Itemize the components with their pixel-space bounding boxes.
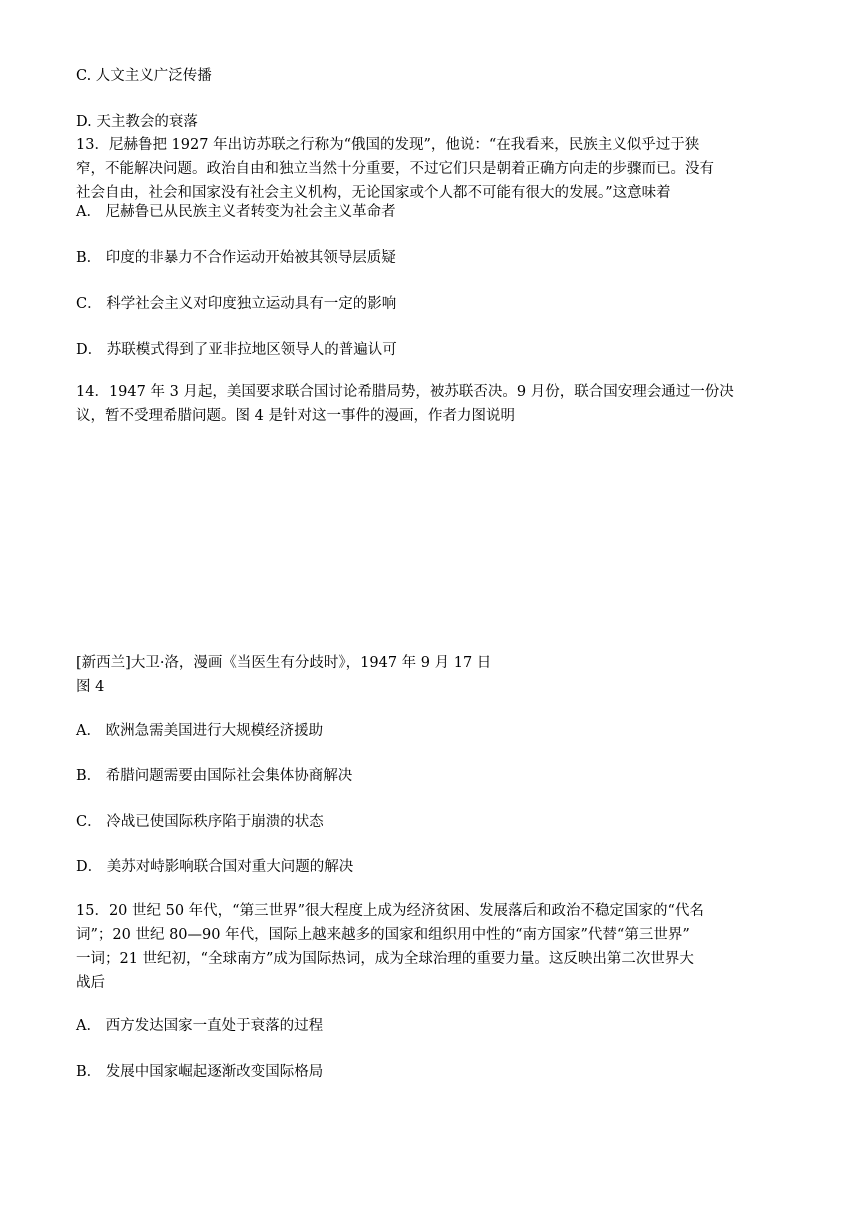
q14-figure-label: 图 4: [76, 679, 105, 695]
q14-stem-line: 议，暂不受理希腊问题。图 4 是针对这一事件的漫画，作者力图说明: [76, 408, 515, 424]
q15-stem-line: 词”；20 世纪 80—90 年代，国际上越来越多的国家和组织用中性的“南方国家”代替“第三世界”: [76, 927, 690, 943]
q13-stem-line: 13．尼赫鲁把 1927 年出访苏联之行称为“俄国的发现”，他说：“在我看来，民族主义似乎过于狭: [76, 137, 700, 153]
q15-option-a: A． 西方发达国家一直处于衰落的过程: [76, 1018, 324, 1034]
q14-figure-caption: [新西兰]大卫·洛，漫画《当医生有分歧时》，1947 年 9 月 17 日: [76, 655, 492, 671]
q15-stem-line: 15．20 世纪 50 年代，“第三世界”很大程度上成为经济贫困、发展落后和政治不稳定国家的“代名: [76, 903, 704, 919]
q14-stem-line: 14．1947 年 3 月起，美国要求联合国讨论希腊局势，被苏联否决。9 月份，联合国安理会通过一份决: [76, 384, 734, 400]
q14-option-a: A． 欧洲急需美国进行大规模经济援助: [76, 723, 324, 739]
q14-figure-placeholder: [76, 430, 784, 645]
q14-option-c: C． 冷战已使国际秩序陷于崩溃的状态: [76, 814, 324, 830]
q13-option-c: C． 科学社会主义对印度独立运动具有一定的影响: [76, 296, 397, 312]
q15-stem: [76, 899, 784, 995]
q14-option-d: D． 美苏对峙影响联合国对重大问题的解决: [76, 859, 354, 875]
q13-option-d: D． 苏联模式得到了亚非拉地区领导人的普遍认可: [76, 342, 397, 358]
q13-option-b: B． 印度的非暴力不合作运动开始被其领导层质疑: [76, 250, 396, 266]
q12-option-c: C. 人文主义广泛传播: [76, 68, 212, 84]
q13-stem-line: 窄，不能解决问题。政治自由和独立当然十分重要，不过它们只是朝着正确方向走的步骤而已。没有: [76, 161, 714, 177]
q14-stem: [76, 380, 784, 428]
q13-stem-line: 社会自由，社会和国家没有社会主义机构，无论国家或个人都不可能有很大的发展。”这意味着: [76, 185, 671, 201]
q15-stem-line: 战后: [76, 975, 105, 991]
q14-option-b: B． 希腊问题需要由国际社会集体协商解决: [76, 768, 353, 784]
q13-option-a: A． 尼赫鲁已从民族主义者转变为社会主义革命者: [76, 204, 396, 220]
q12-option-d: D. 天主教会的衰落: [76, 114, 198, 130]
q13-stem: [76, 133, 784, 205]
q15-stem-line: 一词；21 世纪初，“全球南方”成为国际热词，成为全球治理的重要力量。这反映出第二次世界大: [76, 951, 694, 967]
q15-option-b: B． 发展中国家崛起逐渐改变国际格局: [76, 1064, 324, 1080]
